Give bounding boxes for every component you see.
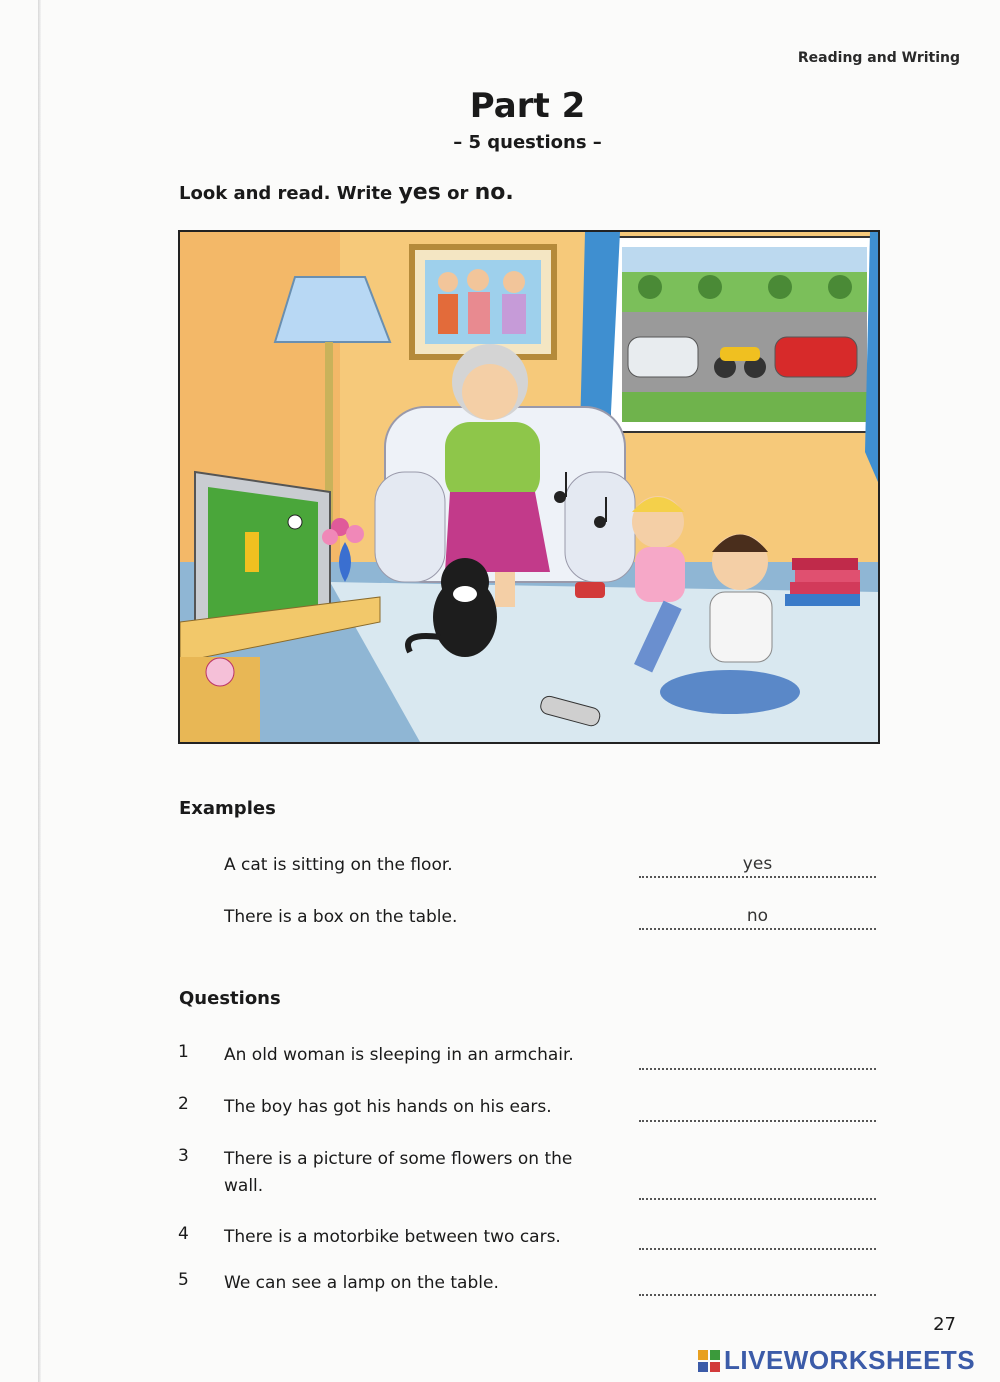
question-4-answer-field[interactable] [639,1226,876,1250]
instruction-yes: yes [398,180,441,205]
question-row-1 [178,1042,878,1102]
question-1-number: 1 [178,1042,189,1062]
section-label: Reading and Writing [797,50,960,66]
question-row-2 [178,1094,878,1154]
example-1-answer: yes [742,854,773,874]
book-spine-shadow [38,0,41,1382]
question-5-text: We can see a lamp on the table. [224,1273,499,1293]
page-number: 27 [933,1314,956,1335]
examples-heading: Examples [179,798,276,819]
page-subtitle: – 5 questions – [453,132,602,153]
example-2-answer: no [746,906,769,926]
example-2-answer-line [639,906,876,930]
question-3-number: 3 [178,1146,189,1166]
example-row-2 [178,904,878,964]
question-3-text: There is a picture of some flowers on the wall. [224,1149,573,1196]
instruction-or: or [447,183,469,204]
question-3-answer-field[interactable] [639,1176,876,1200]
instruction-prefix: Look and read. Write [179,183,393,204]
questions-heading: Questions [179,988,281,1009]
page-title: Part 2 [469,86,586,126]
example-row-1 [178,852,878,912]
question-2-answer-field[interactable] [639,1098,876,1122]
scene-svg [180,232,878,742]
instruction [179,180,514,205]
family-picture [412,247,554,357]
books [785,558,860,606]
example-1-answer-line [639,854,876,878]
liveworksheets-logo-icon [698,1350,720,1372]
question-2-text: The boy has got his hands on his ears. [224,1097,552,1117]
liveworksheets-brand[interactable]: LIVEWORKSHEETS [724,1345,976,1375]
living-room-illustration [178,230,880,744]
example-2-text: There is a box on the table. [224,907,458,927]
question-2-number: 2 [178,1094,189,1114]
question-5-answer-field[interactable] [639,1272,876,1296]
question-4-number: 4 [178,1224,189,1244]
question-row-3 [178,1146,878,1206]
question-4-text: There is a motorbike between two cars. [224,1227,561,1247]
instruction-no: no. [474,180,514,205]
question-1-answer-field[interactable] [639,1046,876,1070]
question-1-text: An old woman is sleeping in an armchair. [224,1045,574,1065]
example-1-text: A cat is sitting on the floor. [224,855,453,875]
question-5-number: 5 [178,1270,189,1290]
question-row-5 [178,1270,878,1330]
